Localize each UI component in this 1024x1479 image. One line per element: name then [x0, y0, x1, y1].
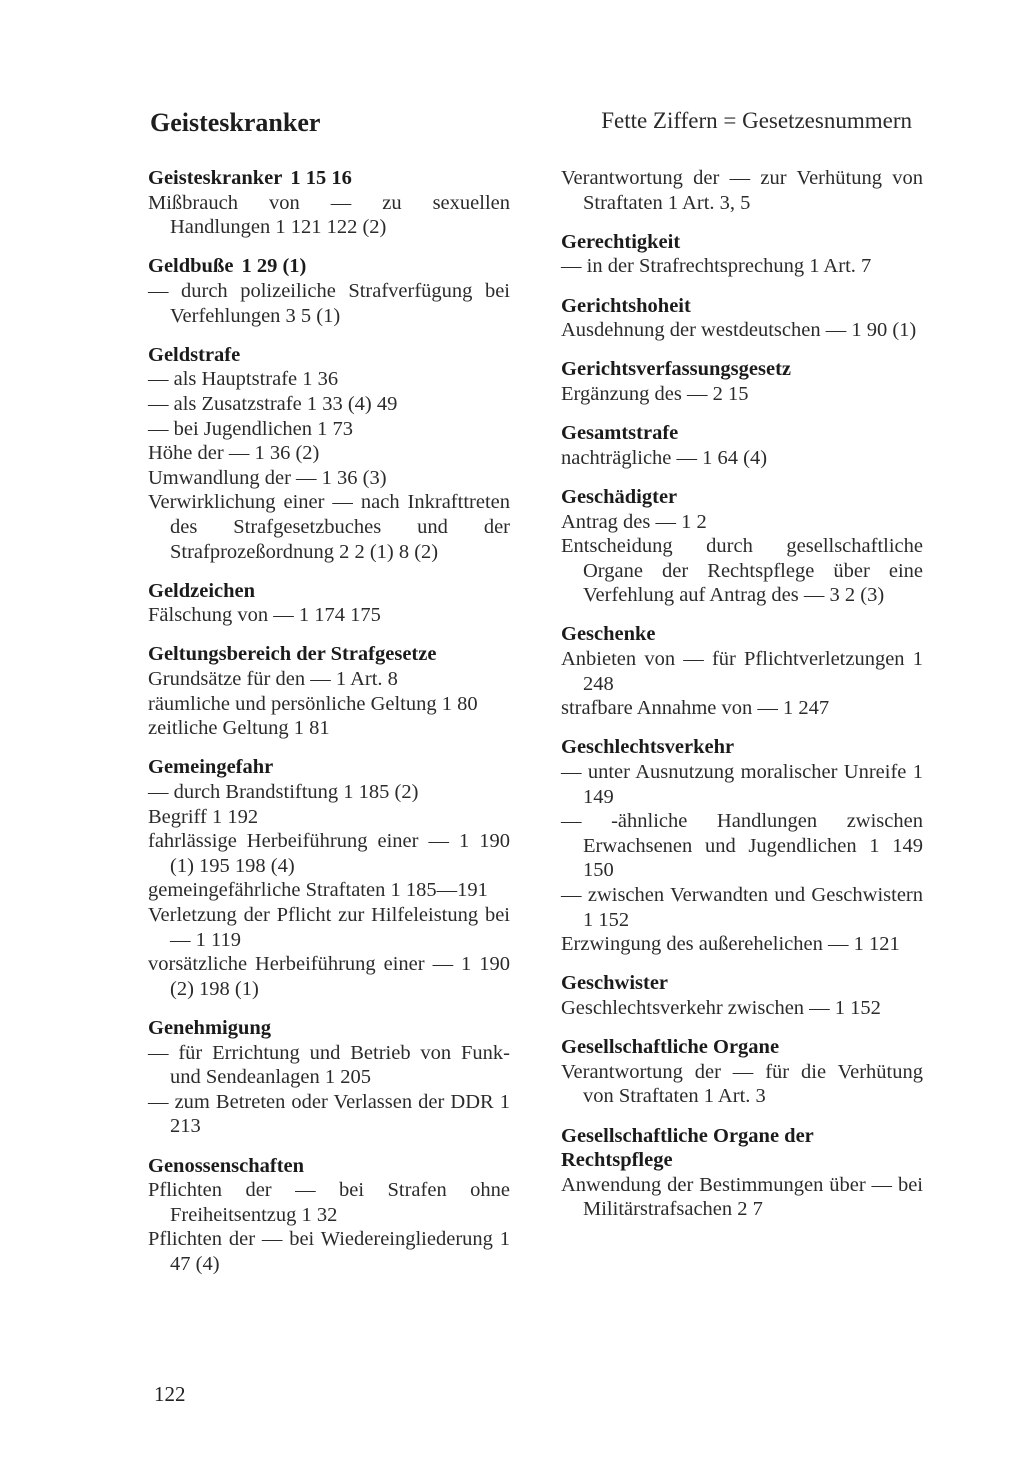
index-subentry: — für Errichtung und Betrieb von Funk- und Sendeanlagen 1 205 — [148, 1041, 510, 1089]
index-entry — [148, 343, 510, 564]
index-entry — [561, 622, 923, 720]
headword-reference: 1 29 (1) — [241, 255, 307, 278]
headword-text: Gesellschaftliche Organe der Rechtspflege — [561, 1124, 814, 1172]
page-number: 122 — [154, 1382, 186, 1406]
index-subentry: räumliche und persönliche Geltung 1 80 — [148, 692, 478, 715]
index-headword — [148, 642, 510, 667]
index-headword — [148, 579, 510, 604]
index-subentry: fahrlässige Herbeiführung einer — 1 190 (1) 195 198 (4) — [148, 830, 510, 877]
index-entry — [561, 1035, 923, 1109]
index-entry — [561, 1124, 923, 1222]
index-headword — [561, 485, 923, 510]
index-headword — [561, 735, 923, 760]
headword-text: Geisteskranker — [148, 167, 283, 189]
index-subentry: — durch Brandstiftung 1 185 (2) — [148, 781, 419, 804]
index-subentry: Anwendung der Bestimmungen über — bei Militärstrafsachen 2 7 — [561, 1173, 923, 1221]
index-headword — [148, 254, 510, 279]
index-entry — [561, 421, 923, 470]
headword-text: Geschwister — [561, 972, 669, 995]
headword-text: Gerichtsverfassungsgesetz — [561, 358, 792, 381]
index-subentry: Fälschung von — 1 174 175 — [148, 604, 381, 627]
index-headword — [561, 294, 923, 319]
headword-text: Geschenke — [561, 623, 656, 646]
index-headword — [148, 1016, 510, 1041]
index-subentry: zeitliche Geltung 1 81 — [148, 717, 330, 740]
index-subentry: Verwirklichung einer — nach Inkrafttreten des Strafgesetzbuches und der Strafprozeßordnung 2 2 (1) 8 (2) — [148, 491, 510, 563]
headword-text: Geldstrafe — [148, 343, 241, 366]
index-headword — [148, 755, 510, 780]
index-entry — [561, 166, 923, 215]
index-entry — [561, 485, 923, 608]
index-subentry: Ergänzung des — 2 15 — [561, 382, 749, 405]
index-subentry: Pflichten der — bei Wiedereingliederung 1 47 (4) — [148, 1228, 510, 1275]
index-subentry: — in der Strafrechtsprechung 1 Art. 7 — [561, 255, 872, 278]
index-subentry: Verletzung der Pflicht zur Hilfeleistung bei — 1 119 — [148, 904, 510, 951]
index-subentry: Entscheidung durch gesellschaftliche Organe der Rechtspflege über eine Verfehlung auf Antrag des — 3 2 (3) — [561, 535, 923, 607]
index-entry — [148, 1154, 510, 1277]
index-headword — [561, 971, 923, 996]
headword-text: Geschlechtsverkehr — [561, 736, 735, 759]
index-entry — [561, 735, 923, 956]
index-subentry: Ausdehnung der westdeutschen — 1 90 (1) — [561, 319, 917, 342]
index-entry — [561, 294, 923, 343]
index-headword — [561, 622, 923, 647]
index-subentry: — als Hauptstrafe 1 36 — [148, 368, 339, 391]
index-subentry: — bei Jugendlichen 1 73 — [148, 417, 353, 440]
index-subentry: Mißbrauch von — zu sexuellen Handlungen 1 121 122 (2) — [148, 191, 510, 239]
index-entry — [148, 254, 510, 328]
index-headword — [148, 166, 510, 191]
index-subentry: Begriff 1 192 — [148, 805, 259, 828]
index-entry — [148, 642, 510, 740]
index-entry — [148, 755, 510, 1001]
running-head — [150, 108, 912, 148]
left-index-column — [148, 166, 510, 1291]
headword-text: Gesellschaftliche Organe — [561, 1036, 780, 1059]
headword-text: Genehmigung — [148, 1016, 272, 1039]
index-subentry: — zum Betreten oder Verlassen der DDR 1 213 — [148, 1090, 510, 1138]
index-headword — [561, 357, 923, 382]
right-index-column — [561, 166, 923, 1237]
headword-text: Geldzeichen — [148, 579, 256, 602]
index-headword — [561, 421, 923, 446]
headword-text: Gemeingefahr — [148, 756, 274, 779]
headword-text: Gerichtshoheit — [561, 294, 691, 317]
index-subentry: nachträgliche — 1 64 (4) — [561, 446, 768, 469]
index-entry — [561, 971, 923, 1020]
headword-text: Geltungsbereich der Strafgesetze — [148, 643, 437, 666]
index-headword — [561, 1035, 923, 1060]
headword-reference: 1 15 16 — [290, 167, 352, 189]
index-entry — [148, 166, 510, 240]
index-entry — [148, 579, 510, 628]
bold-numbers-legend: Fette Ziffern = Gesetzesnummern — [601, 108, 912, 133]
index-subentry: Anbieten von — für Pflichtverletzungen 1 248 — [561, 648, 923, 695]
index-subentry: Grundsätze für den — 1 Art. 8 — [148, 668, 398, 691]
headword-text: Geschädigter — [561, 485, 678, 508]
index-entry — [561, 230, 923, 279]
index-entry — [561, 357, 923, 406]
index-headword — [561, 230, 923, 255]
index-subentry: gemeingefährliche Straftaten 1 185—191 — [148, 879, 488, 902]
headword-text: Geldbuße — [148, 255, 234, 278]
index-subentry: Antrag des — 1 2 — [561, 510, 707, 533]
headword-text: Genossenschaften — [148, 1154, 305, 1177]
index-subentry: Pflichten der — bei Strafen ohne Freiheitsentzug 1 32 — [148, 1179, 510, 1226]
index-subentry: — durch polizeiliche Strafverfügung bei Verfehlungen 3 5 (1) — [148, 279, 510, 327]
index-subentry: Erzwingung des außerehelichen — 1 121 — [561, 933, 900, 956]
index-subentry: — zwischen Verwandten und Geschwistern 1 152 — [561, 884, 923, 931]
index-subentry: — als Zusatzstrafe 1 33 (4) 49 — [148, 392, 398, 415]
index-headword — [561, 1124, 923, 1173]
index-subentry: — -ähnliche Handlungen zwischen Erwachsenen und Jugendlichen 1 149 150 — [561, 810, 923, 882]
index-subentry: Verantwortung der — für die Verhütung von Straftaten 1 Art. 3 — [561, 1060, 923, 1108]
index-subentry: Umwandlung der — 1 36 (3) — [148, 466, 387, 489]
index-headword — [148, 343, 510, 368]
index-headword — [148, 1154, 510, 1179]
section-title: Geisteskranker — [150, 108, 321, 137]
index-subentry: strafbare Annahme von — 1 247 — [561, 697, 830, 720]
index-entry — [148, 1016, 510, 1139]
index-subentry: Geschlechtsverkehr zwischen — 1 152 — [561, 996, 881, 1019]
headword-text: Gesamtstrafe — [561, 422, 679, 445]
index-subentry: — unter Ausnutzung moralischer Unreife 1 149 — [561, 761, 923, 808]
headword-text: Gerechtigkeit — [561, 230, 681, 253]
index-subentry: Höhe der — 1 36 (2) — [148, 442, 320, 465]
index-subentry: Verantwortung der — zur Verhütung von Straftaten 1 Art. 3, 5 — [561, 167, 923, 214]
index-subentry: vorsätzliche Herbeiführung einer — 1 190 (2) 198 (1) — [148, 953, 510, 1000]
